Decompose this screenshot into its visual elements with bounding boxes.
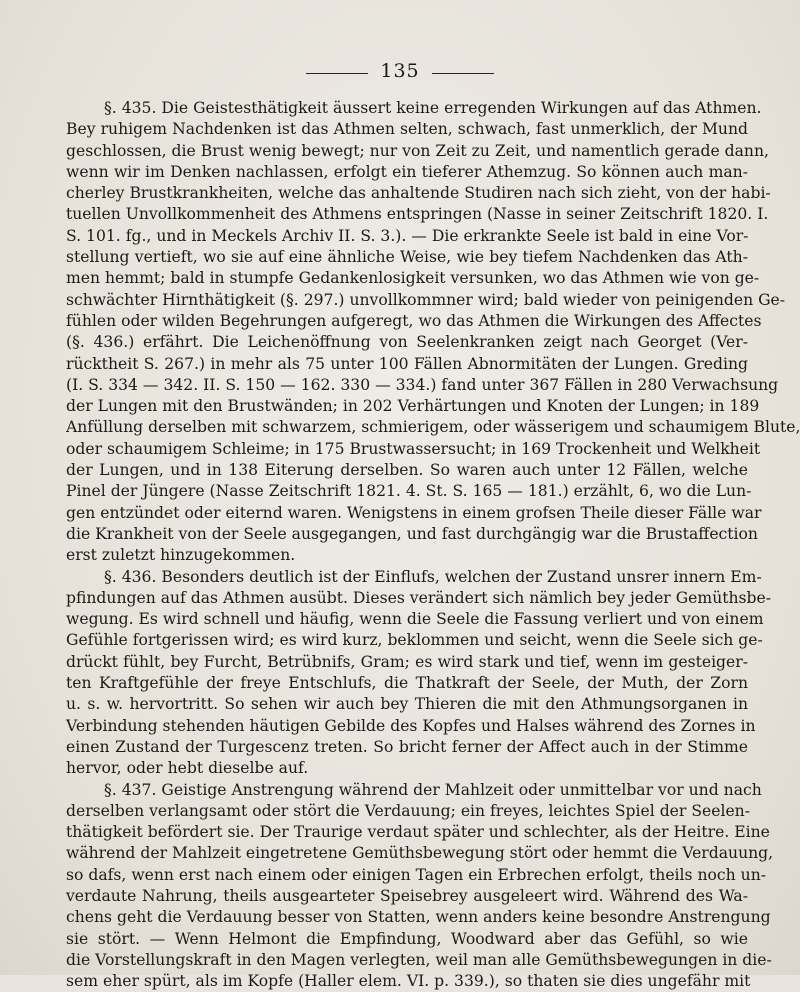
text-line: oder schaumigem Schleime; in 175 Brustwassersucht; in 169 Trockenheit und Welkheit <box>66 439 761 458</box>
text-line: der Lungen mit den Brustwänden; in 202 Verhärtungen und Knoten der Lungen; in 189 <box>66 397 760 416</box>
text-line: derselben verlangsamt oder stört die Verdauung; ein freyes, leichtes Spiel der Seelen- <box>66 801 750 820</box>
text-line: geschlossen, die Brust wenig bewegt; nur von Zeit zu Zeit, und namentlich gerade dann, <box>66 141 769 160</box>
text-line: u. s. w. hervortritt. So sehen wir auch bey Thieren die mit den Athmungsorganen in <box>66 695 748 714</box>
body-text <box>66 98 800 992</box>
page-header <box>0 60 800 82</box>
text-line: (I. S. 334 — 342. II. S. 150 — 162. 330 — 334.) fand unter 367 Fällen in 280 Verwachsung <box>66 375 779 394</box>
text-line: wenn wir im Denken nachlassen, erfolgt ein tieferer Athemzug. So können auch man- <box>66 162 748 181</box>
text-line: Pinel der Jüngere (Nasse Zeitschrift 1821. 4. St. S. 165 — 181.) erzählt, 6, wo die Lun- <box>66 482 752 501</box>
text-line: hervor, oder hebt dieselbe auf. <box>66 759 309 778</box>
text-line: fühlen oder wilden Begehrungen aufgeregt, wo das Athmen die Wirkungen des Affectes <box>66 311 762 330</box>
text-line: (§. 436.) erfährt. Die Leichenöffnung von Seelenkranken zeigt nach Georget (Ver- <box>66 333 748 352</box>
text-line: §. 435. Die Geistesthätigkeit äussert keine erregenden Wirkungen auf das Athmen. <box>104 99 762 117</box>
text-line: §. 437. Geistige Anstrengung während der Mahlzeit oder unmittelbar vor und nach <box>104 780 762 799</box>
text-line: chens geht die Verdauung besser von Statten, wenn anders keine besondre Anstrengung <box>66 908 771 927</box>
text-line: tuellen Unvollkommenheit des Athmens entspringen (Nasse in seiner Zeitschrift 1820. I. <box>66 205 769 224</box>
text-line: Bey ruhigem Nachdenken ist das Athmen selten, schwach, fast unmerklich, der Mund <box>66 120 748 139</box>
text-line: gen entzündet oder eiternd waren. Wenigstens in einem grofsen Theile dieser Fälle war <box>66 503 762 522</box>
text-line: cherley Brustkrankheiten, welche das anhaltende Studiren nach sich zieht, von der habi- <box>66 184 771 203</box>
text-line: verdaute Nahrung, theils ausgearteter Speisebrey ausgeleert wird. Während des Wa- <box>66 886 748 905</box>
page-number: 135 <box>380 60 420 82</box>
text-line: Verbindung stehenden häutigen Gebilde des Kopfes und Halses während des Zornes in <box>66 716 756 735</box>
text-line: sie stört. — Wenn Helmont die Empfindung, Woodward aber das Gefühl, so wie <box>66 929 748 948</box>
text-line: so dafs, wenn erst nach einem oder einigen Tagen ein Erbrechen erfolgt, theils noch un- <box>66 865 767 884</box>
text-line: Anfüllung derselben mit schwarzem, schmierigem, oder wässerigem und schaumigem Blute, <box>66 418 800 437</box>
text-line: sem eher spürt, als im Kopfe (Haller elem. VI. p. 339.), so thaten sie dies ungefähr mit <box>66 972 751 991</box>
text-line: thätigkeit befördert sie. Der Traurige verdaut später und schlechter, als der Heitre. Eine <box>66 823 770 842</box>
text-line: während der Mahlzeit eingetretene Gemüthsbewegung stört oder hemmt die Verdauung, <box>66 844 774 863</box>
text-line: pfindungen auf das Athmen ausübt. Dieses verändert sich nämlich bey jeder Gemüthsbe- <box>66 588 772 607</box>
header-rule-right <box>432 73 494 74</box>
text-line: rücktheit S. 267.) in mehr als 75 unter 100 Fällen Abnormitäten der Lungen. Greding <box>66 354 748 373</box>
text-line: einen Zustand der Turgescenz treten. So bricht ferner der Affect auch in der Stimme <box>66 737 748 756</box>
text-line: der Lungen, und in 138 Eiterung derselben. So waren auch unter 12 Fällen, welche <box>66 461 748 480</box>
text-line: men hemmt; bald in stumpfe Gedankenlosigkeit versunken, wo das Athmen wie von ge- <box>66 269 760 288</box>
text-line: erst zuletzt hinzugekommen. <box>66 546 296 565</box>
text-line: drückt fühlt, bey Furcht, Betrübnifs, Gram; es wird stark und tief, wenn im gesteiger- <box>66 652 748 671</box>
text-line: wegung. Es wird schnell und häufig, wenn die Seele die Fassung verliert und von einem <box>66 610 764 629</box>
text-line: die Vorstellungskraft in den Magen verlegten, weil man alle Gemüthsbewegungen in die- <box>66 950 772 969</box>
text-line: schwächter Hirnthätigkeit (§. 297.) unvollkommner wird; bald wieder von peinigenden Ge- <box>66 290 786 309</box>
text-line: Gefühle fortgerissen wird; es wird kurz, beklommen und seicht, wenn die Seele sich ge- <box>66 631 763 650</box>
text-line: stellung vertieft, wo sie auf eine ähnliche Weise, wie bey tiefem Nachdenken das Ath- <box>66 248 748 267</box>
text-line: S. 101. fg., und in Meckels Archiv II. S. 3.). — Die erkrankte Seele ist bald in eine Vor- <box>66 226 749 245</box>
text-line: ten Kraftgefühle der freye Entschlufs, die Thatkraft der Seele, der Muth, der Zorn <box>66 674 748 693</box>
header-rule-left <box>306 73 368 74</box>
text-line: die Krankheit von der Seele ausgegangen, und fast durchgängig war die Brustaffection <box>66 524 758 543</box>
text-line: §. 436. Besonders deutlich ist der Einflufs, welchen der Zustand unsrer innern Em- <box>104 567 762 586</box>
